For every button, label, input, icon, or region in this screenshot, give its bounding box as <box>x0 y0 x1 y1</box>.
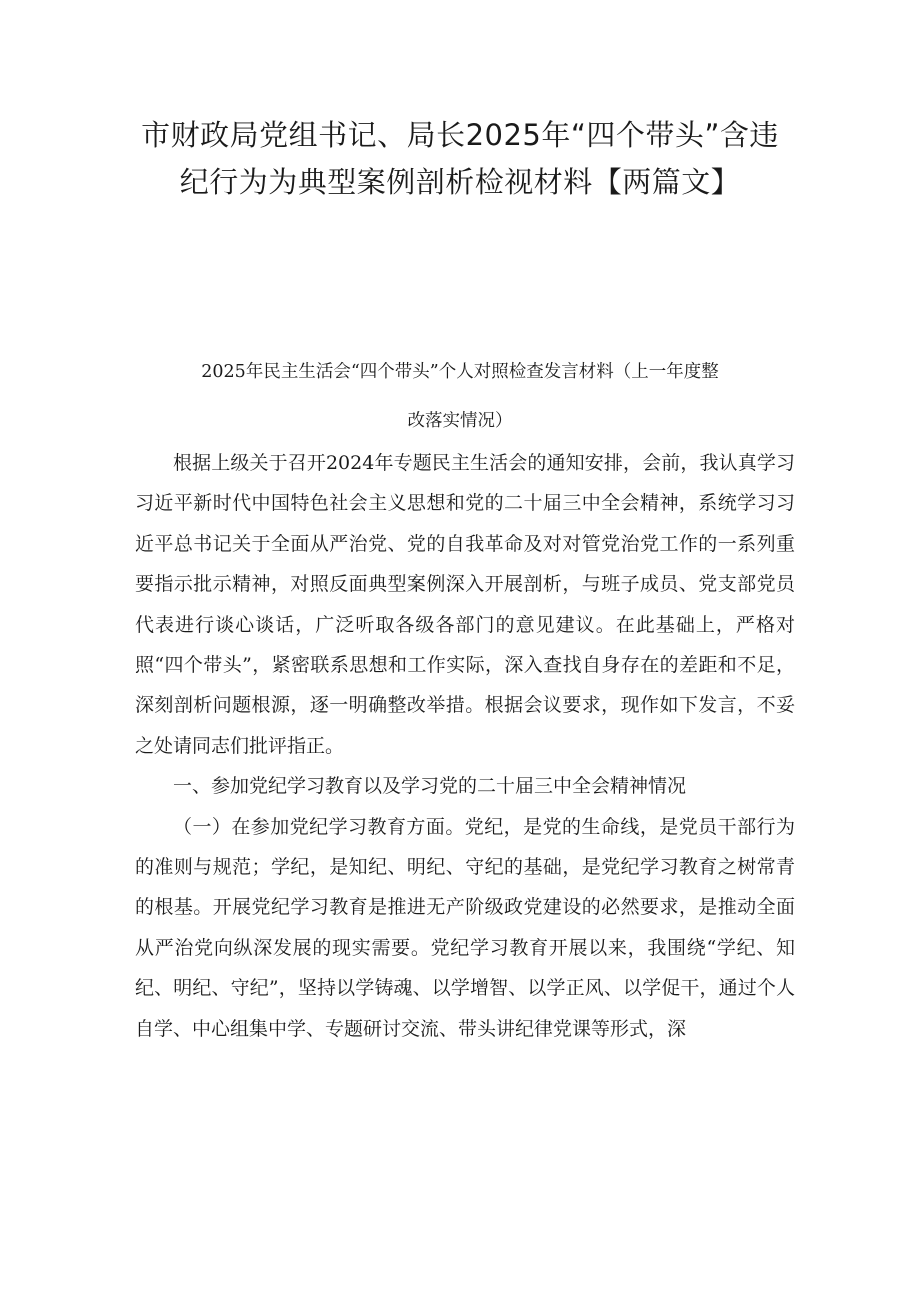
document-title-line-1: 市财政局党组书记、局长2025年“四个带头”含违 <box>141 118 779 152</box>
document-title-line-2: 纪行为为典型案例剖析检视材料【两篇文】 <box>179 165 741 199</box>
paragraph-heading-1: 一、参加党纪学习教育以及学习党的二十届三中全会精神情况 <box>173 775 687 798</box>
paragraph-party-discipline: （一）在参加党纪学习教育方面。党纪，是党的生命线，是党员干部行为的准则与规范；学纪，是知纪、明纪、守纪的基础，是党纪学习教育之树常青的根基。开展党纪学习教育是推进无产阶级政党建设的必然要求，是推动全面从严治党向纵深发展的现实需要。党纪学习教育开展以来，我围绕“学纪、知纪、明纪、守纪”，坚持以学铸魂、以学增智、以学正风、以学促干，通过个人自学、中心组集中学、专题研讨交流、带头讲纪律党课等形式，深 <box>135 815 795 1040</box>
paragraph-intro: 根据上级关于召开2024年专题民主生活会的通知安排，会前，我认真学习习近平新时代中国特色社会主义思想和党的二十届三中全会精神，系统学习习近平总书记关于全面从严治党、党的自我革命及对对管党治党工作的一系列重要指示批示精神，对照反面典型案例深入开展剖析，与班子成员、党支部党员代表进行谈心谈话，广泛听取各级各部门的意见建议。在此基础上，严格对照“四个带头”，紧密联系思想和工作实际，深入查找自身存在的差距和不足，深刻剖析问题根源，逐一明确整改举措。根据会议要求，现作如下发言，不妥之处请同志们批评指正。 <box>135 452 795 757</box>
section-title-line-2: 改落实情况） <box>407 411 513 431</box>
section-title-line-1: 2025年民主生活会“四个带头”个人对照检查发言材料（上一年度整 <box>201 362 719 382</box>
document-body <box>135 443 795 1049</box>
